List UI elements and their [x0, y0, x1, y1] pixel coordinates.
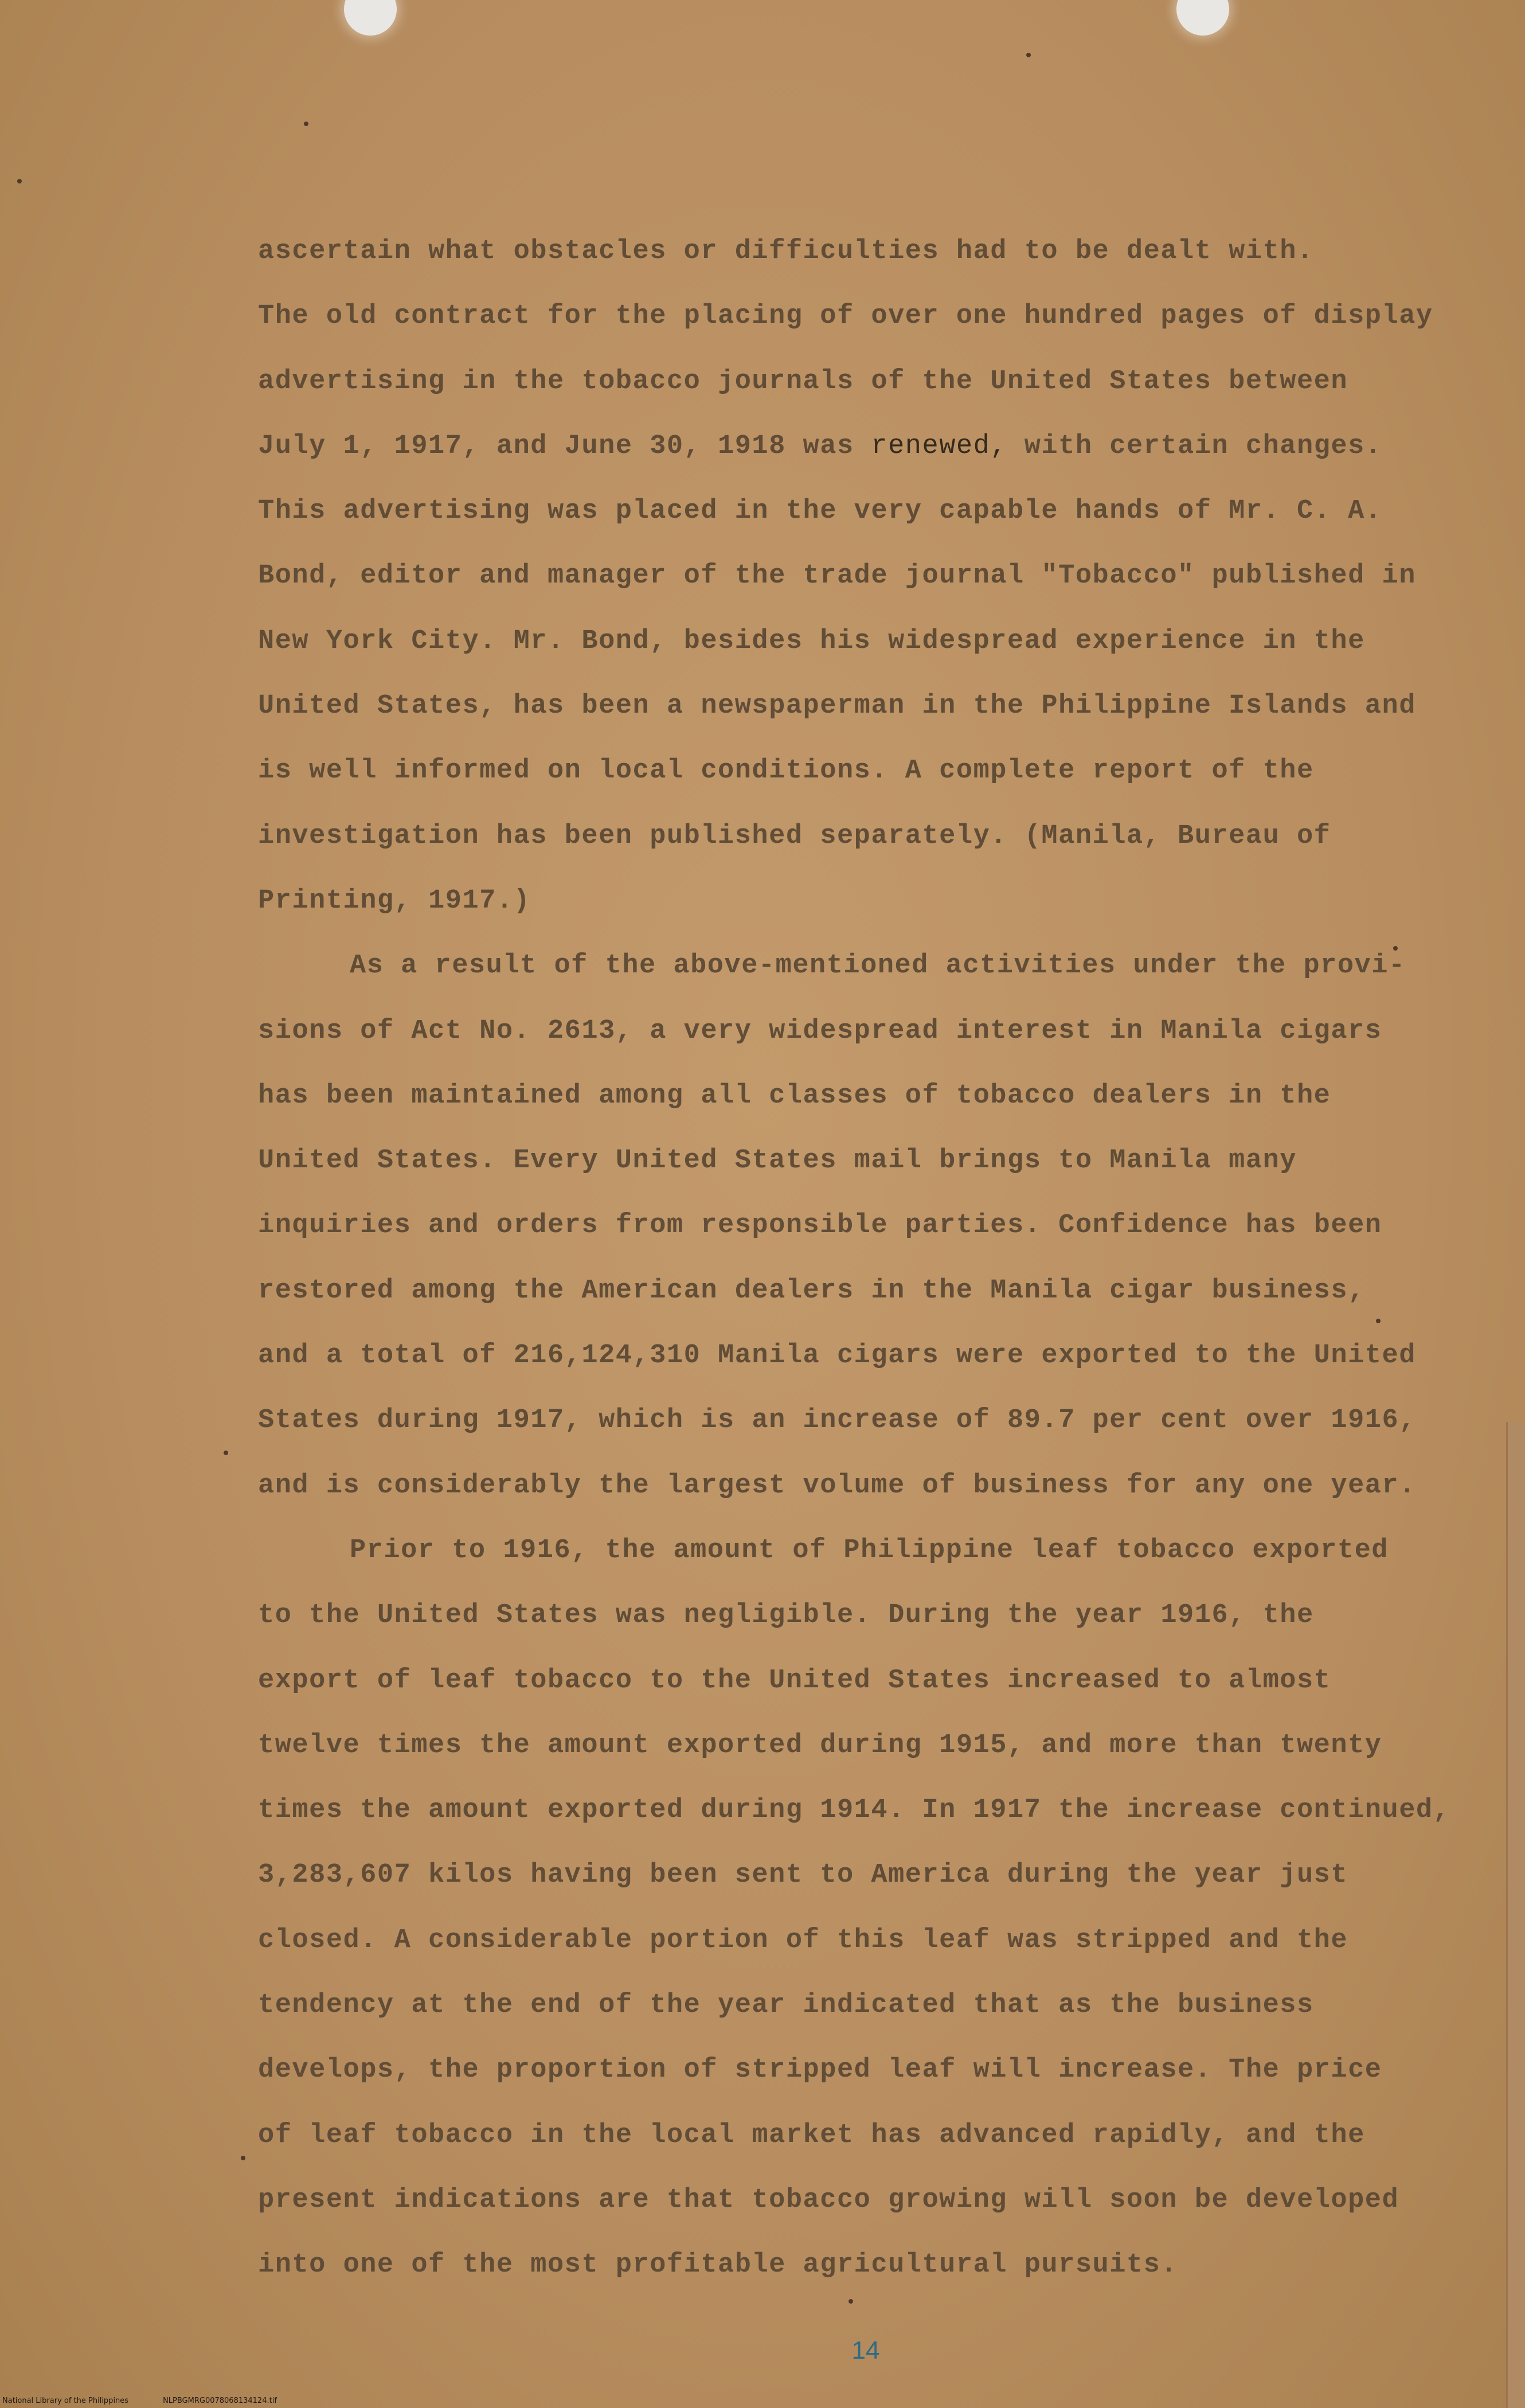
paper-speck — [304, 122, 308, 126]
page-edge-strip — [1506, 1422, 1525, 2408]
text-line-main: sions of Act No. 2613, a very widespread interest in Manila cigars — [258, 1015, 1382, 1046]
text-line-typed-insert: renewed, — [871, 431, 1025, 462]
text-line-main: restored among the American dealers in the Manila cigar business, — [258, 1275, 1365, 1306]
text-line — [258, 2103, 1439, 2168]
text-line-main: As a result of the above-mentioned activities under the provi- — [350, 951, 1406, 982]
page-number: 14 — [851, 2336, 880, 2364]
text-line-main: into one of the most profitable agricultural pursuits. — [258, 2250, 1178, 2281]
punch-hole-left — [344, 0, 397, 36]
text-line — [258, 869, 1439, 933]
text-line — [258, 1193, 1439, 1258]
text-line — [258, 1518, 1439, 1583]
text-line — [258, 1453, 1439, 1518]
text-line — [258, 349, 1439, 414]
text-line — [258, 1908, 1439, 1973]
footer-file-id: NLPBGMRG0078068134124.tif — [163, 2397, 277, 2405]
text-line — [258, 479, 1439, 544]
text-line — [258, 1713, 1439, 1778]
paper-speck — [17, 179, 22, 183]
text-line-main: advertising in the tobacco journals of the United States between — [258, 366, 1348, 397]
text-line — [258, 1843, 1439, 1907]
text-line-main: tendency at the end of the year indicated that as the business — [258, 1990, 1314, 2021]
text-line — [258, 1258, 1439, 1323]
text-line-main: times the amount exported during 1914. In 1917 the increase continued, — [258, 1795, 1450, 1826]
text-line-main: is well informed on local conditions. A complete report of the — [258, 756, 1314, 787]
text-line — [258, 414, 1439, 479]
text-line-main: and is considerably the largest volume of business for any one year. — [258, 1470, 1416, 1501]
text-line — [258, 2233, 1439, 2297]
paper-speck — [1026, 53, 1031, 57]
text-line-main: 3,283,607 kilos having been sent to America during the year just — [258, 1860, 1348, 1891]
text-line-main: New York City. Mr. Bond, besides his widespread experience in the — [258, 626, 1365, 656]
text-line-main: United States. Every United States mail brings to Manila many — [258, 1146, 1297, 1176]
text-line-main: present indications are that tobacco growing will soon be developed — [258, 2184, 1399, 2215]
text-line — [258, 674, 1439, 738]
text-line-main: investigation has been published separately. (Manila, Bureau of — [258, 820, 1331, 851]
text-line-main: has been maintained among all classes of tobacco dealers in the — [258, 1080, 1331, 1111]
text-line-main: and a total of 216,124,310 Manila cigars were exported to the United — [258, 1340, 1416, 1371]
text-line-main: Printing, 1917.) — [258, 885, 531, 916]
text-line — [258, 2168, 1439, 2233]
text-line-tail: with certain changes. — [1024, 431, 1382, 462]
text-line — [258, 2038, 1439, 2102]
text-line — [258, 999, 1439, 1064]
text-line — [258, 1323, 1439, 1388]
text-line — [258, 1973, 1439, 2038]
text-line-main: closed. A considerable portion of this leaf was stripped and the — [258, 1925, 1348, 1956]
text-line — [258, 284, 1439, 349]
text-line-main: of leaf tobacco in the local market has advanced rapidly, and the — [258, 2120, 1365, 2151]
punch-hole-right — [1176, 0, 1229, 36]
text-line — [258, 1778, 1450, 1843]
text-line-main: develops, the proportion of stripped leaf will increase. The price — [258, 2055, 1382, 2086]
text-line — [258, 1388, 1439, 1453]
text-line — [258, 1064, 1439, 1128]
body-text — [258, 219, 1450, 2298]
text-line — [258, 544, 1439, 608]
footer-source: National Library of the Philippines — [2, 2397, 129, 2405]
text-line-main: ascertain what obstacles or difficulties had to be dealt with. — [258, 236, 1314, 267]
text-line-main: to the United States was negligible. During the year 1916, the — [258, 1600, 1314, 1631]
text-line — [258, 1648, 1439, 1713]
text-line-main: twelve times the amount exported during 1915, and more than twenty — [258, 1730, 1382, 1761]
text-line — [258, 804, 1439, 869]
paper-speck — [224, 1451, 228, 1455]
text-line-main: The old contract for the placing of over one hundred pages of display — [258, 301, 1433, 332]
text-line — [258, 1128, 1439, 1193]
text-line — [258, 609, 1439, 674]
text-line — [258, 219, 1439, 284]
text-line-main: inquiries and orders from responsible parties. Confidence has been — [258, 1210, 1382, 1241]
text-line-main: Bond, editor and manager of the trade journal "Tobacco" published in — [258, 561, 1416, 592]
text-line — [258, 1583, 1439, 1648]
text-line-main: States during 1917, which is an increase of 89.7 per cent over 1916, — [258, 1405, 1416, 1436]
scan-footer — [2, 2395, 277, 2407]
text-line-main: July 1, 1917, and June 30, 1918 was — [258, 431, 871, 462]
paper-speck — [848, 2299, 853, 2304]
text-line — [258, 933, 1439, 998]
text-line-main: Prior to 1916, the amount of Philippine leaf tobacco exported — [350, 1535, 1389, 1566]
text-line-main: export of leaf tobacco to the United States increased to almost — [258, 1665, 1331, 1696]
text-line — [258, 738, 1439, 803]
paper-speck — [241, 2156, 245, 2160]
text-line-main: United States, has been a newspaperman in the Philippine Islands and — [258, 691, 1416, 722]
text-line-main: This advertising was placed in the very capable hands of Mr. C. A. — [258, 496, 1382, 527]
